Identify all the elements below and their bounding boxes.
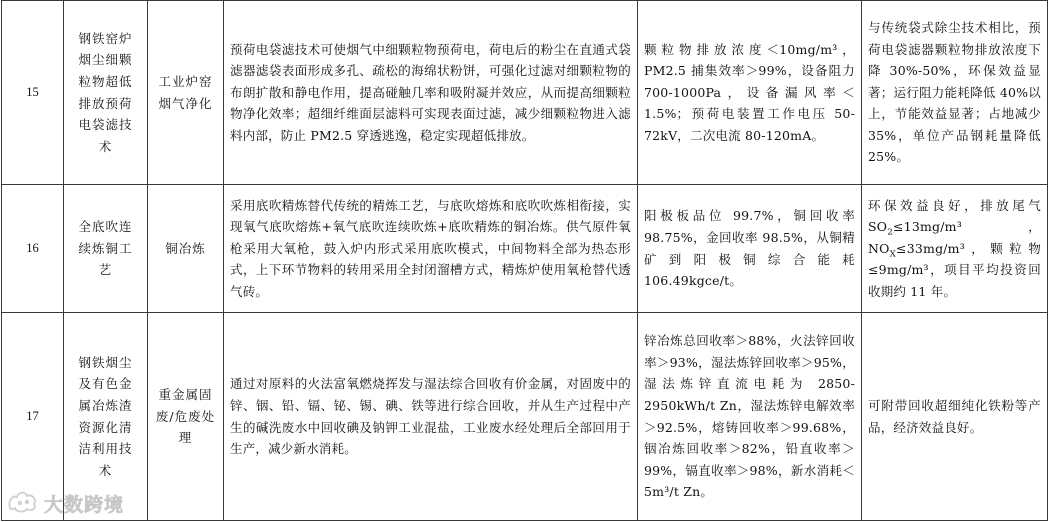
table-row-17 (2, 313, 1048, 521)
watermark-text: 大数跨境 (44, 493, 125, 516)
description-text: 采用底吹精炼替代传统的精炼工艺，与底吹熔炼和底吹吹炼相衔接，实现氧气底吹熔炼+氧气底吹连续吹炼+底吹精炼的铜冶炼。供气原件氧枪采用大氧枪，鼓入炉内形式采用底吹模式，中间物料全部为热态形式，上下环节物料的转用采用全封闭溜槽方式，精炼炉使用氧枪替代透气砖。 (230, 197, 631, 299)
industry-text: 铜冶炼 (165, 240, 206, 256)
technology-description (224, 313, 638, 521)
industry (148, 185, 224, 313)
description-text: 预荷电袋滤技术可使烟气中细颗粒物预荷电，荷电后的粉尘在直通式袋滤器滤袋表面形成多孔、疏松的海绵状粉饼，可强化过滤对细颗粒物的布朗扩散和静电作用，提高碰触几率和吸附凝并效应，从而提高细颗粒物净化效率；超细纤维面层滤料可实现表面过滤，减少细颗粒物进入滤料内部，防止 PM2.5 穿透逃逸，稳定实现超低排放。 (230, 41, 631, 143)
industry (148, 313, 224, 521)
row-number: 17 (2, 313, 64, 521)
benefit-text: 与传统袋式除尘技术相比，预荷电袋滤器颗粒物排放浓度下降 30%-50%，环保效益显著；运行阻力能耗降低 40%以上，节能效益显著；占地减少 35%，单位产品钢耗量降低 25%。 (868, 19, 1041, 165)
row-number: 16 (2, 185, 64, 313)
so2-label: $SO_2$ (868, 219, 893, 238)
technology-description (224, 1, 638, 185)
params-text: 锌冶炼总回收率＞88%，火法锌回收率＞93%，湿法炼锌回收率＞95%，湿法炼锌直流电耗为 2850-2950kWh/t Zn，湿法炼锌电解效率＞92.5%，熔铸回收率＞99.68%，铟冶炼回收率＞82%，铅直收率＞99%，镉直收率＞98%，新水消耗＜5m³/t Zn。 (644, 333, 855, 500)
technology-name-text: 钢铁窑炉烟尘细颗粒物超低排放预荷电袋滤技术 (78, 30, 133, 154)
benefit-summary (862, 1, 1048, 185)
nox-label: $NO_X$ (868, 240, 897, 260)
params-text: 颗粒物排放浓度＜10mg/m³，PM2.5 捕集效率＞99%，设备阻力 700-1000Pa，设备漏风率＜1.5%；预荷电装置工作电压 50-72kV，二次电流 80-120mA。 (644, 41, 855, 143)
so2-value: ≤13mg/m³， (893, 219, 1041, 235)
table-row-15 (2, 1, 1048, 185)
description-text: 通过对原料的火法富氧燃烧挥发与湿法综合回收有价金属，对固废中的锌、铟、铅、镉、铋、锡、碘、铁等进行综合回收，并从生产过程中产生的碱洗废水中回收碘及钠钾工业混盐，工业废水经处理后全部回用于生产，减少新水消耗。 (230, 376, 631, 457)
benefit-summary (862, 313, 1048, 521)
technology-name-text: 钢铁烟尘及有色金属冶炼渣资源化清洁利用技术 (78, 354, 133, 478)
params-text: 阳极板品位 99.7%，铜回收率 98.75%，金回收率 98.5%，从铜精矿到阳极铜综合能耗 106.49kgce/t。 (644, 208, 855, 289)
technology-name (64, 1, 148, 185)
benefit-summary (862, 185, 1048, 313)
benefit-text: 可附带回收超细纯化铁粉等产品，经济效益良好。 (868, 397, 1041, 435)
technical-parameters (638, 1, 862, 185)
row-number: 15 (2, 1, 64, 185)
industry (148, 1, 224, 185)
technical-parameters (638, 313, 862, 521)
technical-parameters (638, 185, 862, 313)
watermark (6, 488, 124, 518)
technology-description (224, 185, 638, 313)
table-row-16 (2, 185, 1048, 313)
industry-text: 重金属固废/危废处理 (155, 387, 216, 446)
technology-name (64, 185, 148, 313)
benefit-text-rest: ≤9mg/m³，项目平均投资回收期约 11 年。 (868, 262, 1041, 299)
benefit-text-line1: 环保效益良好，排放尾气 (868, 197, 1041, 213)
technology-table (1, 0, 1048, 521)
technology-name-text: 全底吹连续炼铜工艺 (78, 219, 133, 278)
industry-text: 工业炉窑烟气净化 (158, 73, 213, 111)
watermark-logo-icon (6, 488, 40, 518)
nox-value: ≤33mg/m³，颗粒物 (896, 240, 1041, 256)
